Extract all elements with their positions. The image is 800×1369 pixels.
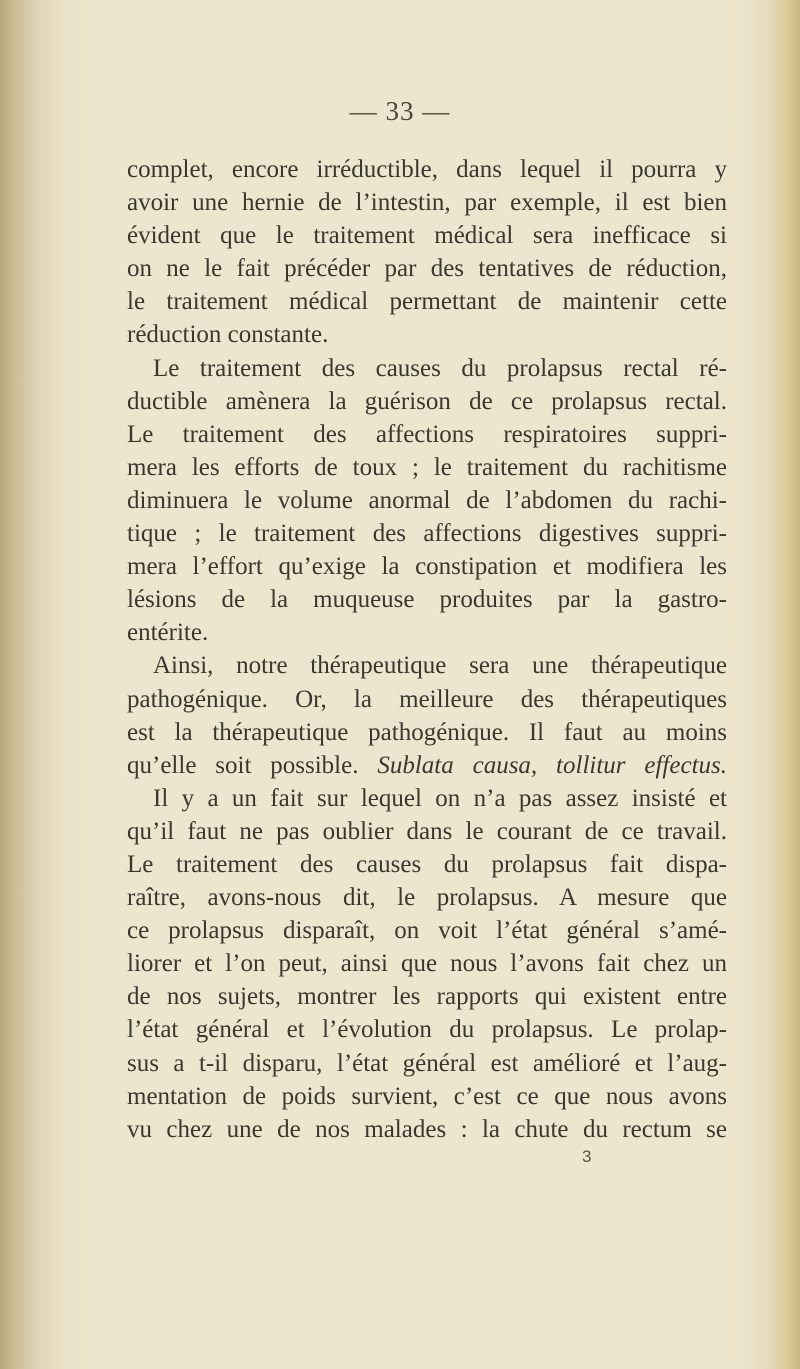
text-line: liorer et l’on peut, ainsi que nous l’avons fait chez un [127,950,727,978]
text-line: ce prolapsus disparaît, on voit l’état général s’amé- [127,917,727,945]
text-line: est la thérapeutique pathogénique. Il faut au moins [127,718,727,746]
text-line: ductible amènera la guérison de ce prolapsus rectal. [127,387,727,415]
text-line: réduction constante. [127,321,329,349]
latin-quote: Sublata causa, tollitur effectus. [377,751,727,779]
text-line: complet, encore irréductible, dans lequel il pourra y [127,156,727,183]
text-line: avoir une hernie de l’intestin, par exemple, il est bien [127,189,727,217]
text-line: mentation de poids survient, c’est ce que nous avons [127,1082,727,1110]
text-line: entérite. [127,619,209,647]
body-text [127,153,727,1146]
text-run: qu’elle soit possible. [127,751,378,779]
text-line: pathogénique. Or, la meilleure des thérapeutiques [127,685,727,713]
text-line: vu chez une de nos malades : la chute du rectum se [127,1115,727,1143]
text-line: le traitement médical permettant de maintenir cette [127,288,727,316]
text-line: Ainsi, notre thérapeutique sera une thérapeutique [153,652,727,680]
text-line: Le traitement des causes du prolapsus rectal ré- [153,354,727,382]
text-line: diminuera le volume anormal de l’abdomen du rachi- [127,486,727,514]
text-line: Le traitement des causes du prolapsus fait dispa- [127,850,727,878]
text-line: qu’il faut ne pas oublier dans le courant de ce travail. [127,817,727,845]
text-line: raître, avons-nous dit, le prolapsus. A mesure que [127,884,727,912]
page-right-edge-stain [774,0,800,1369]
text-line: mera l’effort qu’exige la constipation et modifiera les [127,553,727,581]
text-line: Le traitement des affections respiratoires suppri- [127,420,727,448]
text-line-latin-quote [127,749,727,782]
text-line: l’état général et l’évolution du prolapsus. Le prolap- [127,1016,727,1044]
text-line: tique ; le traitement des affections digestives suppri- [127,520,727,548]
text-line: lésions de la muqueuse produites par la gastro- [127,586,727,614]
text-line: de nos sujets, montrer les rapports qui existent entre [127,983,727,1011]
signature-mark: 3 [582,1147,592,1166]
text-line: on ne le fait précéder par des tentatives de réduction, [127,255,727,283]
text-line: mera les efforts de toux ; le traitement du rachitisme [127,453,727,481]
text-line: évident que le traitement médical sera inefficace si [127,222,727,250]
text-line: Il y a un fait sur lequel on n’a pas assez insisté et [153,784,727,812]
page-number: — 33 — [349,96,451,126]
page-left-edge-shadow [0,0,34,1369]
text-line: sus a t-il disparu, l’état général est amélioré et l’aug- [127,1049,727,1077]
